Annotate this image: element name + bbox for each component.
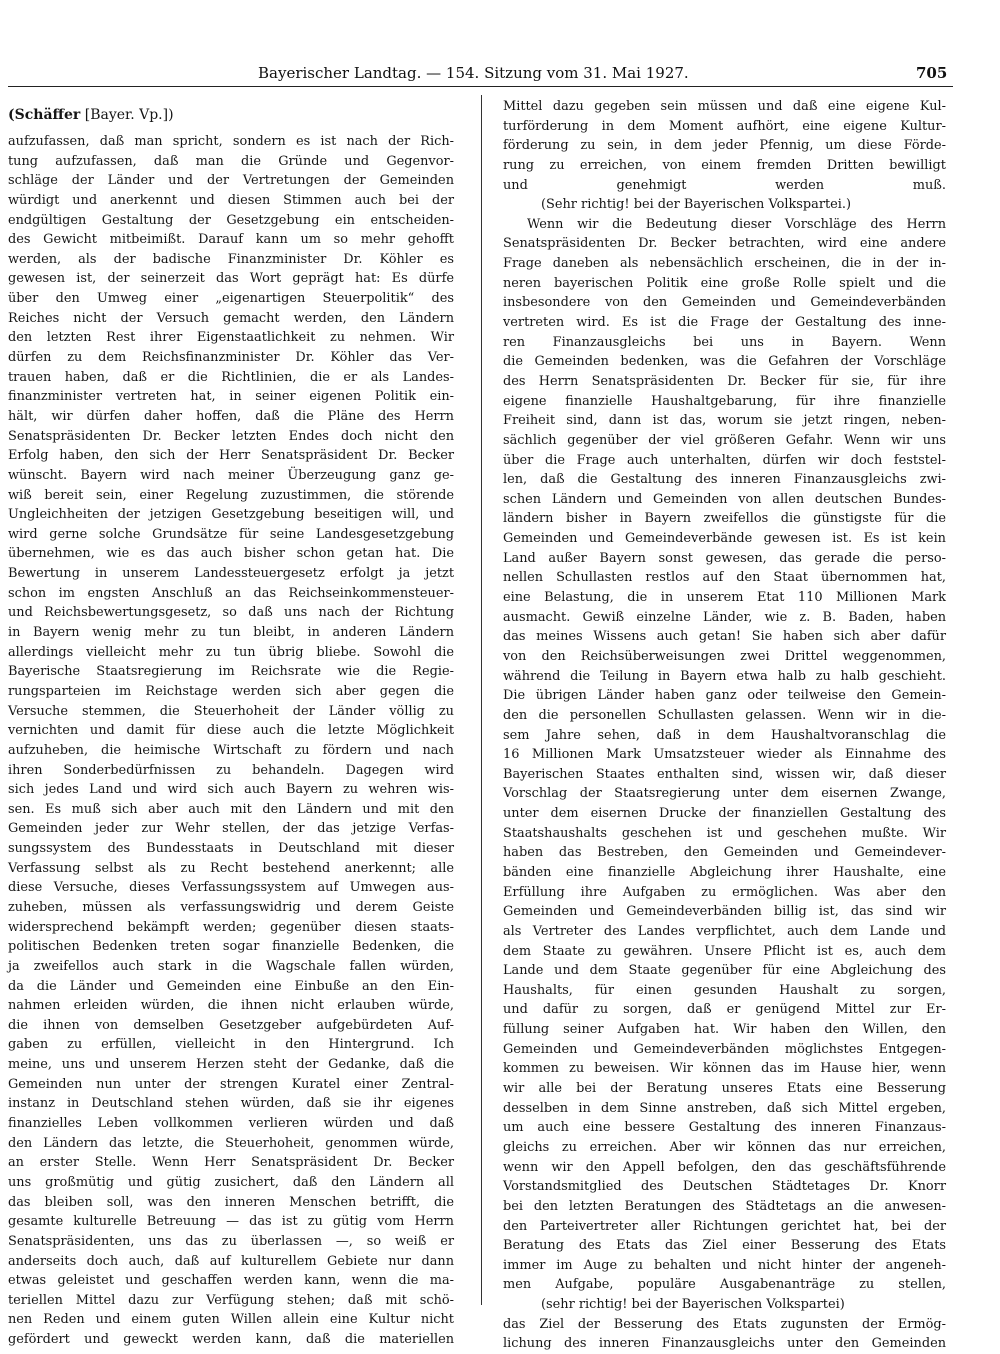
text-line: Bayerische Staatsregierung im Reichsrate wie die Regie- [8,664,454,680]
text-line: neren bayerischen Politik eine große Rolle spielt und die [503,275,946,291]
text-line: tung aufzufassen, daß man die Gründe und Gegenvor- [8,153,454,169]
text-line: Freiheit sind, dann ist das, worum sie jetzt ringen, neben- [503,413,946,429]
text-line: förderung zu sein, in dem jeder Pfennig, um diese Förde- [503,138,946,154]
text-line: sungssystem des Bundesstaats in Deutschland mit dieser [8,841,454,857]
text-line: widersprechend bekämpft werden; gegenüber diesen staats- [8,919,454,935]
speaker-party: [Bayer. Vp.]) [84,107,174,123]
text-line: ländern bisher in Bayern zweifellos die günstigste für die [503,511,946,527]
header-rule [8,86,953,87]
text-line: haben das Bestreben, den Gemeinden und Gemeindever- [503,845,946,861]
text-line: ja zweifellos auch stark in die Wagschale fallen würden, [8,958,454,974]
text-line: len, daß die Gestaltung des inneren Finanzausgleichs zwi- [503,472,946,488]
text-line: Versuche stemmen, die Steuerhoheit der Länder völlig zu [8,703,454,719]
text-line: ihren Sonderbedürfnissen zu behandeln. Dagegen wird [8,762,454,778]
text-line: immer im Auge zu behalten und nicht hinter der angeneh- [503,1257,946,1273]
text-line: hält, wir dürfen daher hoffen, daß die Pläne des Herrn [8,408,454,424]
text-line: sich jedes Land und wird sich auch Bayern zu wehren wis- [8,782,454,798]
text-line: unter dem eisernen Drucke der finanziellen Gestaltung des [503,806,946,822]
text-line: Haushalts, für einen gesunden Haushalt zu sorgen, [503,982,946,998]
text-line: Beratung des Etats das Ziel einer Besserung des Etats [503,1238,946,1254]
text-line: nen Reden und einem guten Willen allein eine Kultur nicht [8,1312,454,1328]
text-line: vertreten wird. Es ist die Frage der Gestaltung des inne- [503,315,946,331]
text-line: allerdings vielleicht mehr zu tun übrig bliebe. Sowohl die [8,644,454,660]
text-line: gesamte kulturelle Betreuung — das ist zu gütig vom Herrn [8,1214,454,1230]
text-line: Ungleichheiten der jetzigen Gesetzgebung beseitigen will, und [8,507,454,523]
text-line: über den Umweg einer „eigenartigen Steuerpolitik“ des [8,291,454,307]
text-line: finanzminister vertreten hat, in seiner eigenen Politik ein- [8,389,454,405]
text-line: sen. Es muß sich aber auch mit den Ländern und mit den [8,801,454,817]
text-line: da die Länder und Gemeinden eine Einbuße an den Ein- [8,978,454,994]
text-line: des Gewicht mitbeimißt. Darauf kann um so mehr gehofft [8,232,454,248]
text-line: schläge der Länder und der Vertretungen der Gemeinden [8,173,454,189]
text-line: Lande und dem Staate gegenüber für eine Abgleichung des [503,963,946,979]
text-line: sächlich gegenüber der viel größeren Gefahr. Wenn wir uns [503,432,946,448]
text-line: zuheben, müssen als verfassungswidrig und derem Geiste [8,899,454,915]
text-line: Senatspräsidenten, uns das zu überlassen —, so weiß er [8,1233,454,1249]
text-line: bänden eine finanzielle Abgleichung ihrer Haushalte, eine [503,864,946,880]
header-title: Bayerischer Landtag. — 154. Sitzung vom 31. Mai 1927. [258,64,689,82]
text-line: gleichs zu erreichen. Aber wir können das nur erreichen, [503,1139,946,1155]
text-line: politischen Bedenken treten sogar finanzielle Bedenken, die [8,939,454,955]
text-line: Gemeinden und Gemeindeverbände gewesen ist. Es ist kein [503,531,946,547]
running-header [0,62,1000,86]
text-line: uns großmütig und gütig zusichert, daß den Ländern all [8,1174,454,1190]
text-line: Die übrigen Länder haben ganz oder teilweise den Gemein- [503,688,946,704]
text-line: Gemeinden jeder zur Wehr stellen, der das jetzige Verfas- [8,821,454,837]
text-line: Wenn wir die Bedeutung dieser Vorschläge des Herrn [527,216,946,232]
text-line: gefördert und geweckt werden kann, daß die materiellen [8,1332,454,1348]
text-line: (Sehr richtig! bei der Bayerischen Volkspartei.) [541,197,852,213]
text-line: den letzten Rest ihrer Eigenstaatlichkeit zu nehmen. Wir [8,330,454,346]
text-line: das Ziel der Besserung des Etats zugunsten der Ermög- [503,1316,946,1332]
text-line: den die personellen Schullasten gelassen. Wenn wir in die- [503,707,946,723]
text-line: Gemeinden und Gemeindeverbänden möglichstes Entgegen- [503,1041,946,1057]
column-divider [481,95,482,1305]
text-line: und Reichsbewertungsgesetz, so daß uns nach der Richtung [8,605,454,621]
text-line: trauen haben, daß er die Richtlinien, die er als Landes- [8,369,454,385]
text-line: aufzufassen, daß man spricht, sondern es ist nach der Rich- [8,134,454,149]
text-line: instanz in Deutschland stehen würden, daß sie ihr eigenes [8,1096,454,1112]
text-line: dürfen zu dem Reichsfinanzminister Dr. Köhler das Ver- [8,350,454,366]
text-line: wenn wir den Appell befolgen, den das geschäftsführende [503,1159,946,1175]
text-line: rungsparteien im Reichstage werden sich aber gegen die [8,683,454,699]
text-line: den Ländern das letzte, die Steuerhoheit, genommen würde, [8,1135,454,1151]
text-line: Verfassung selbst als zu Recht bestehend anerkennt; alle [8,860,454,876]
text-line: aufzuheben, die heimische Wirtschaft zu fördern und nach [8,742,454,758]
text-line: Vorstandsmitglied des Deutschen Städtetages Dr. Knorr [503,1179,946,1195]
text-line: Bayerischen Staates enthalten sind, wissen wir, daß dieser [503,766,946,782]
text-line: Erfüllung ihre Aufgaben zu ermöglichen. Was aber den [503,884,946,900]
text-line: würdigt und anerkennt und diesen Stimmen auch bei der [8,192,454,208]
text-line: nellen Schullasten restlos auf den Staat übernommen hat, [503,570,946,586]
left-column [8,102,454,1350]
text-line: finanzielles Leben vollkommen verlieren würden und daß [8,1116,454,1132]
text-line: und dafür zu sorgen, daß er genügend Mittel zur Er- [503,1002,946,1018]
text-line: men Aufgabe, populäre Ausgabenanträge zu stellen, [503,1277,946,1293]
text-line: sem Jahre sehen, daß in dem Haushaltvoranschlag die [503,727,946,743]
text-line: schon im engsten Anschluß an das Reichseinkommensteuer- [8,585,454,601]
text-line: die ihnen von demselben Gesetzgeber aufgebürdeten Auf- [8,1017,454,1033]
text-line: Frage daneben als nebensächlich erscheinen, die in der in- [503,256,946,272]
text-line: Senatspräsidenten Dr. Becker letzten Endes doch nicht den [8,428,454,444]
text-line: füllung seiner Aufgaben hat. Wir haben den Willen, den [503,1022,946,1038]
text-line: Gemeinden und Gemeindeverbänden billig ist, das sind wir [503,904,946,920]
text-line: Reiches nicht der Versuch gemacht werden, den Ländern [8,310,454,326]
text-line: lichung des inneren Finanzausgleichs unter den Gemeinden [503,1336,946,1352]
text-line: übernehmen, wie es das auch bisher schon getan hat. Die [8,546,454,562]
text-line: diese Versuche, dieses Verfassungssystem auf Umwegen aus- [8,880,454,896]
text-line: eine Belastung, die in unserem Etat 110 Millionen Mark [503,590,946,606]
text-line: wir alle bei der Beratung unseres Etats eine Besserung [503,1081,946,1097]
text-line: des Herrn Senatspräsidenten Dr. Becker für sie, für ihre [503,373,946,389]
text-line: an erster Stelle. Wenn Herr Senatspräsident Dr. Becker [8,1155,454,1171]
text-line: gewesen ist, der seinerzeit das Wort geprägt hat: Es dürfe [8,271,454,287]
text-line: das meines Wissens auch getan! Sie haben sich aber dafür [503,629,946,645]
text-line: eigene finanzielle Haushaltgebarung, für ihre finanzielle [503,393,946,409]
text-line: um auch eine bessere Gestaltung des inneren Finanzaus- [503,1120,946,1136]
text-line: endgültigen Gestaltung der Gesetzgebung ein entscheiden- [8,212,454,228]
text-line: teriellen Mittel dazu zur Verfügung stehen; daß mit schö- [8,1292,454,1308]
text-line: gaben zu erfüllen, vielleicht in den Hintergrund. Ich [8,1037,454,1053]
text-line: insbesondere von den Gemeinden und Gemeindeverbänden [503,295,946,311]
text-line: meine, uns und unserem Herzen steht der Gedanke, daß die [8,1057,454,1073]
text-line: als Vertreter des Landes verpflichtet, auch dem Lande und [503,923,946,939]
text-line: desselben in dem Sinne anstreben, daß sich Mittel ergeben, [503,1100,946,1116]
text-line: turförderung in dem Moment aufhört, eine eigene Kultur- [503,118,946,134]
text-line: die Gemeinden bedenken, was die Gefahren der Vorschläge [503,354,946,370]
text-line: schen Ländern und Gemeinden von allen deutschen Bundes- [503,491,946,507]
text-line: rung zu erreichen, von einem fremden Dritten bewilligt [503,157,946,173]
text-line: nahmen erleiden würden, die ihnen nicht erlauben würde, [8,998,454,1014]
text-line: wiß bereit sein, einer Regelung zuzustimmen, die störende [8,487,454,503]
text-line: etwas geleistet und geschaffen werden kann, wenn die ma- [8,1273,454,1289]
text-line: den Parteivertreter aller Richtungen gerichtet hat, bei der [503,1218,946,1234]
text-line: das bleiben soll, was den inneren Menschen betrifft, die [8,1194,454,1210]
text-line: ren Finanzausgleichs bei uns in Bayern. Wenn [503,334,946,350]
text-line: Senatspräsidenten Dr. Becker betrachten, wird eine andere [503,236,946,252]
text-line: werden, als der badische Finanzminister Dr. Köhler es [8,251,454,267]
text-line: kommen zu beweisen. Wir können das im Hause hier, wenn [503,1061,946,1077]
right-column [503,97,946,1354]
text-line: anderseits doch auch, daß auf kulturellem Gebiete nur dann [8,1253,454,1269]
page-number: 705 [916,64,948,82]
text-line: dem Staate zu gewähren. Unsere Pflicht ist es, auch dem [503,943,946,959]
text-line: und genehmigt werden muß. [503,177,946,193]
text-line: während die Teilung in Bayern etwa halb zu halb geschieht. [503,668,946,684]
text-line: Mittel dazu gegeben sein müssen und daß eine eigene Kul- [503,99,946,114]
text-line: (sehr richtig! bei der Bayerischen Volkspartei) [541,1297,845,1313]
speaker-heading [8,102,454,132]
text-line: Erfolg haben, den sich der Herr Senatspräsident Dr. Becker [8,448,454,464]
text-line: vernichten und damit für diese auch die letzte Möglichkeit [8,723,454,739]
text-line: Bewertung in unserem Landessteuergesetz erfolgt ja jetzt [8,566,454,582]
text-line: Gemeinden nun unter der strengen Kuratel einer Zentral- [8,1076,454,1092]
text-line: bei den letzten Beratungen des Städtetags an die anwesen- [503,1198,946,1214]
text-line: 16 Millionen Mark Umsatzsteuer wieder als Einnahme des [503,747,946,763]
text-line: Land außer Bayern sonst gewesen, das gerade die perso- [503,550,946,566]
text-line: von den Reichsüberweisungen zwei Drittel weggenommen, [503,648,946,664]
text-line: wünscht. Bayern wird nach meiner Überzeugung ganz ge- [8,467,454,483]
text-line: Vorschlag der Staatsregierung unter dem eisernen Zwange, [503,786,946,802]
text-line: in Bayern wenig mehr zu tun bleibt, in anderen Ländern [8,625,454,641]
text-line: Staatshaushalts geschehen ist und geschehen mußte. Wir [503,825,946,841]
text-line: über die Frage auch unterhalten, dürfen wir doch feststel- [503,452,946,468]
text-line: ausmacht. Gewiß einzelne Länder, wie z. B. Baden, haben [503,609,946,625]
speaker-name: (Schäffer [8,107,81,123]
text-line: wird gerne solche Grundsätze für seine Landesgesetzgebung [8,526,454,542]
